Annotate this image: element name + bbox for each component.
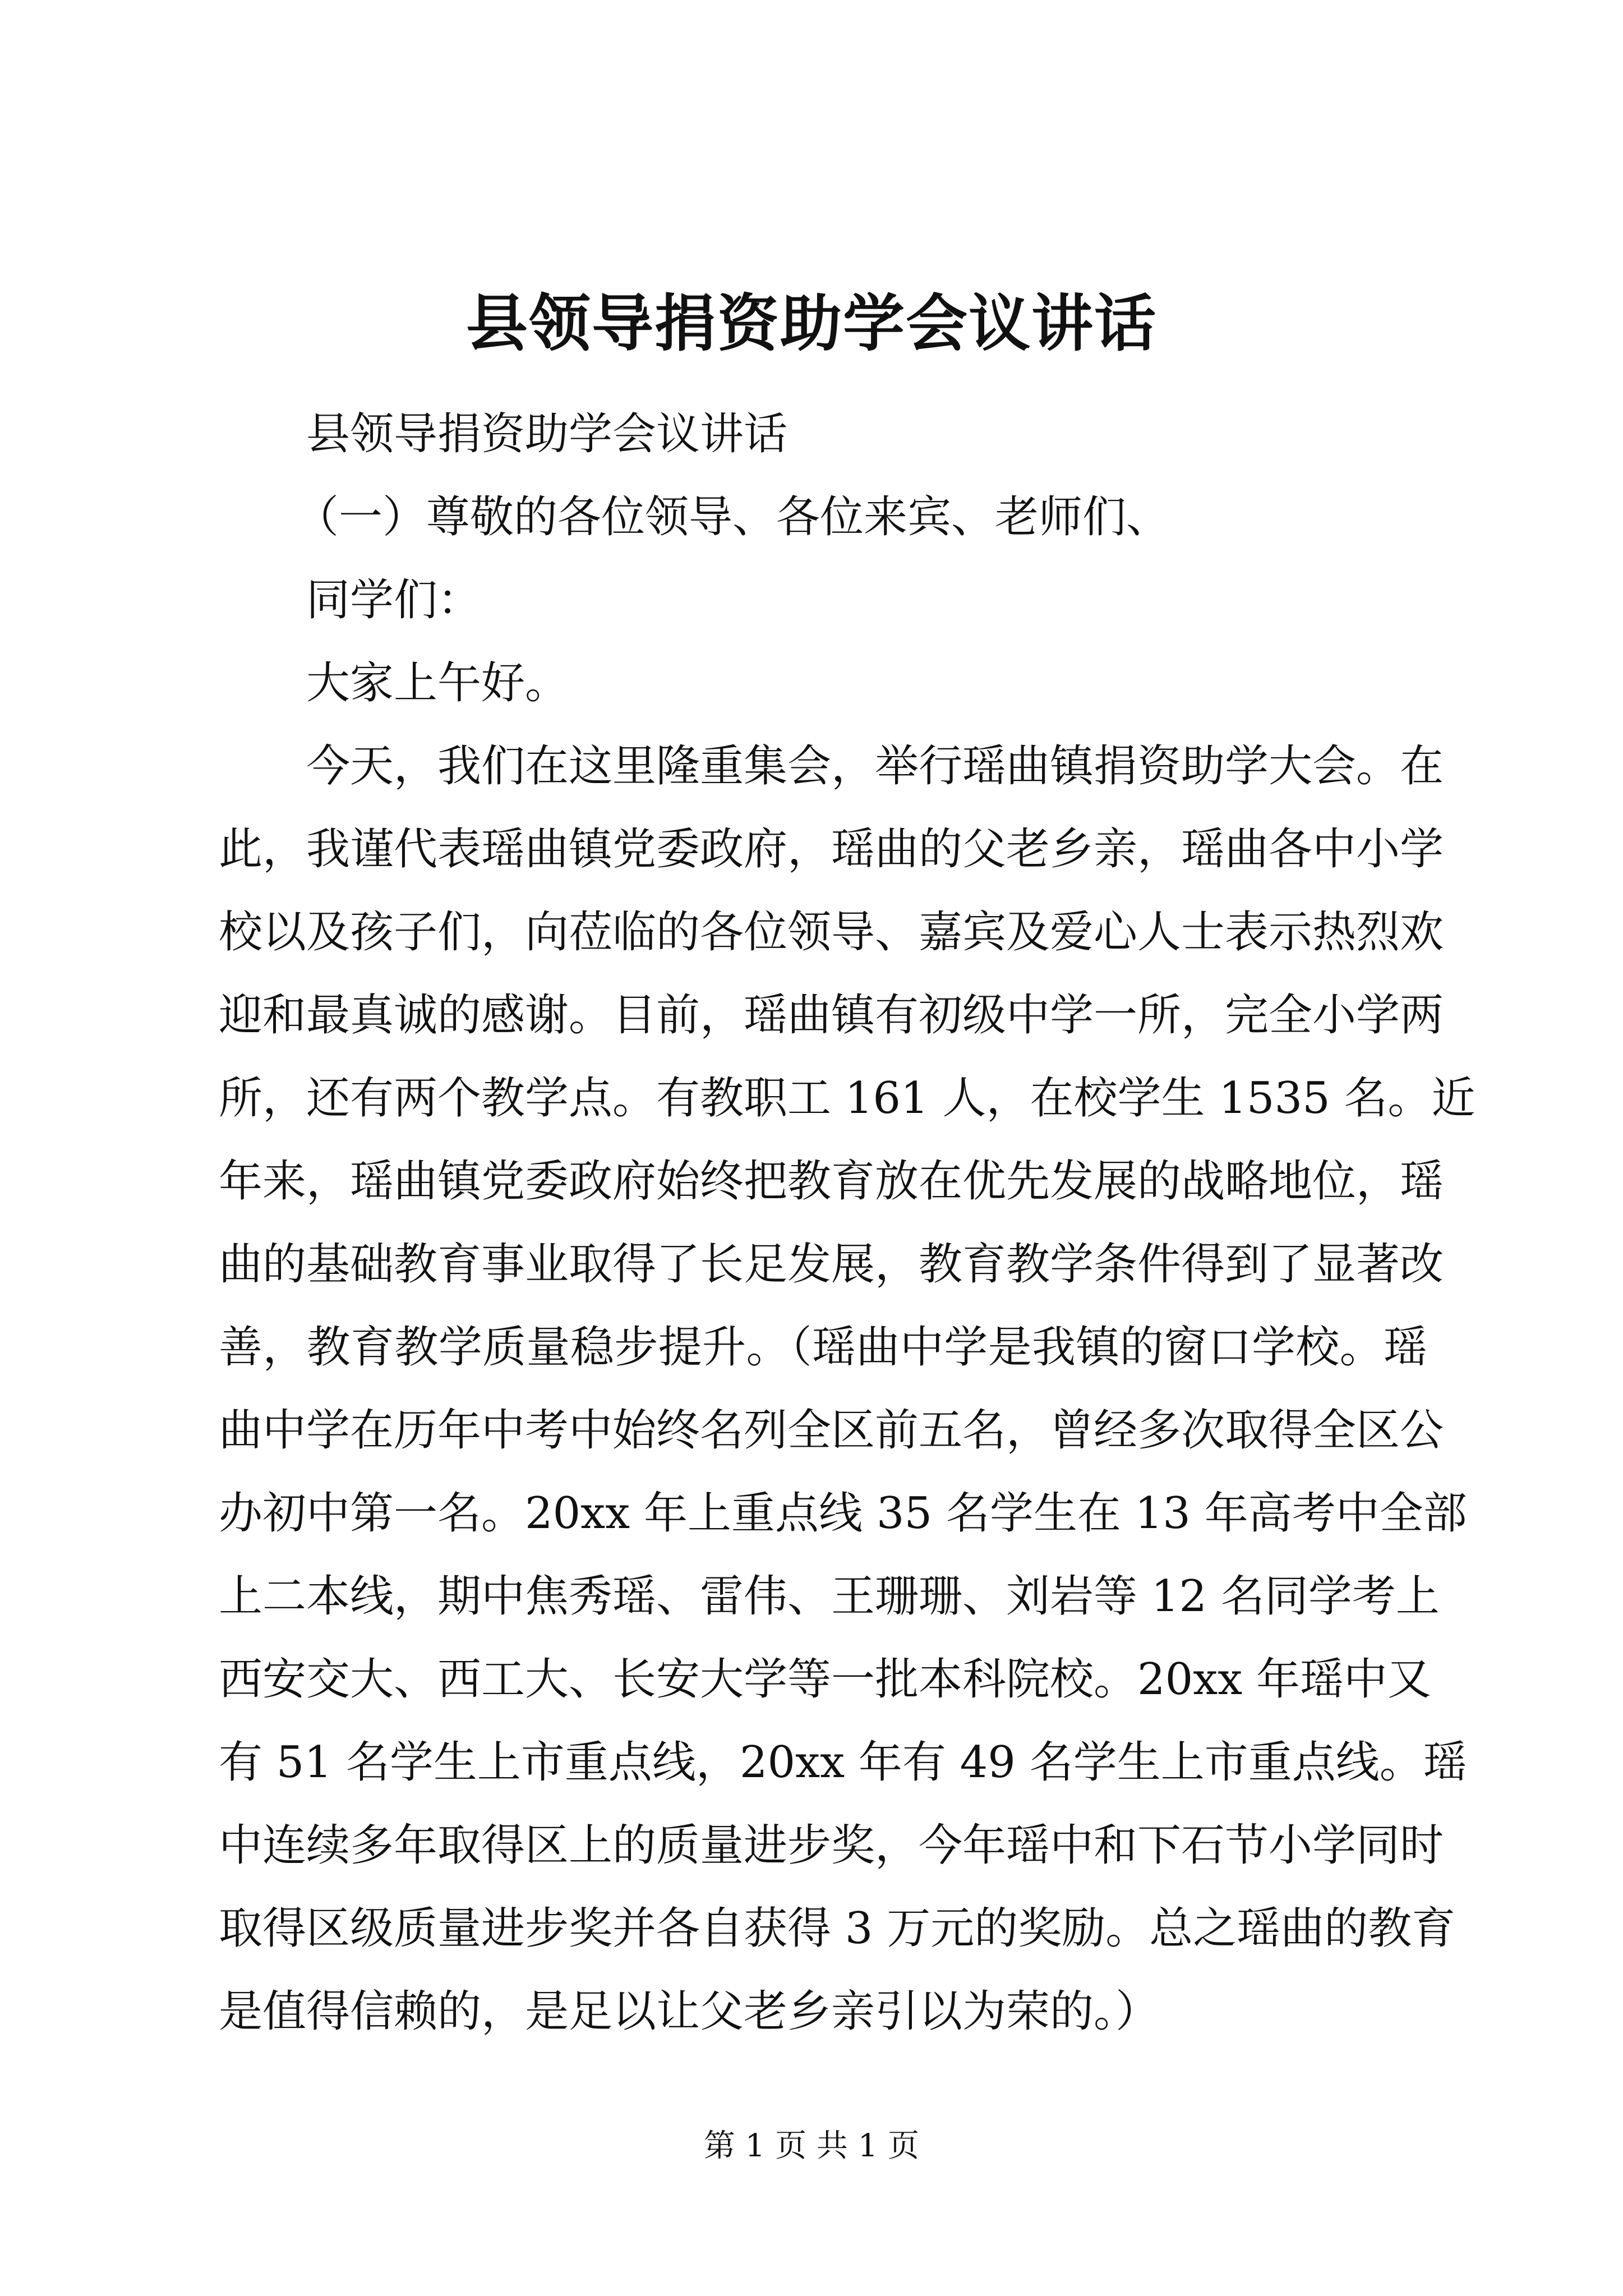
page-footer: 第 1 页 共 1 页	[703, 2128, 920, 2164]
paragraph-line: 善，教育教学质量稳步提升。（瑶曲中学是我镇的窗口学校。瑶	[219, 1322, 1427, 1373]
paragraph-line: 迎和最真诚的感谢。目前，瑶曲镇有初级中学一所，完全小学两	[219, 990, 1444, 1041]
paragraph-line: 上二本线，期中焦秀瑶、雷伟、王珊珊、刘岩等 12 名同学考上	[219, 1571, 1440, 1622]
paragraph-line: 今天，我们在这里隆重集会，举行瑶曲镇捐资助学大会。在	[306, 741, 1444, 792]
paragraph-line: 有 51 名学生上市重点线，20xx 年有 49 名学生上市重点线。瑶	[219, 1737, 1467, 1788]
paragraph-line: 中连续多年取得区上的质量进步奖，今年瑶中和下石节小学同时	[219, 1820, 1444, 1871]
paragraph-line: 年来，瑶曲镇党委政府始终把教育放在优先发展的战略地位，瑶	[219, 1156, 1444, 1207]
greeting-line: 大家上午好。	[306, 658, 569, 708]
paragraph-line: 取得区级质量进步奖并各自获得 3 万元的奖励。总之瑶曲的教育	[219, 1903, 1456, 1954]
paragraph-line: 是值得信赖的，是足以让父老乡亲引以为荣的。）	[219, 1986, 1160, 2037]
body-paragraph	[219, 725, 1476, 2053]
paragraph-line: 办初中第一名。20xx 年上重点线 35 名学生在 13 年高考中全部	[219, 1488, 1467, 1539]
paragraph-line: 西安交大、西工大、长安大学等一批本科院校。20xx 年瑶中又	[219, 1654, 1432, 1705]
paragraph-line: 所，还有两个教学点。有教职工 161 人，在校学生 1535 名。近	[219, 1073, 1476, 1124]
document-title: 县领导捐资助学会议讲话	[466, 287, 1157, 360]
paragraph-line: 此，我谨代表瑶曲镇党委政府，瑶曲的父老乡亲，瑶曲各中小学	[219, 824, 1444, 875]
salutation-line: 同学们：	[306, 575, 482, 625]
salutation-line: （一）尊敬的各位领导、各位来宾、老师们、	[295, 492, 1170, 542]
document-body	[219, 393, 1476, 2053]
paragraph-line: 曲中学在历年中考中始终名列全区前五名，曾经多次取得全区公	[219, 1405, 1444, 1456]
paragraph-line: 校以及孩子们，向莅临的各位领导、嘉宾及爱心人士表示热烈欢	[219, 907, 1444, 958]
paragraph-line: 曲的基础教育事业取得了长足发展，教育教学条件得到了显著改	[219, 1239, 1444, 1290]
subtitle-line: 县领导捐资助学会议讲话	[306, 409, 788, 459]
